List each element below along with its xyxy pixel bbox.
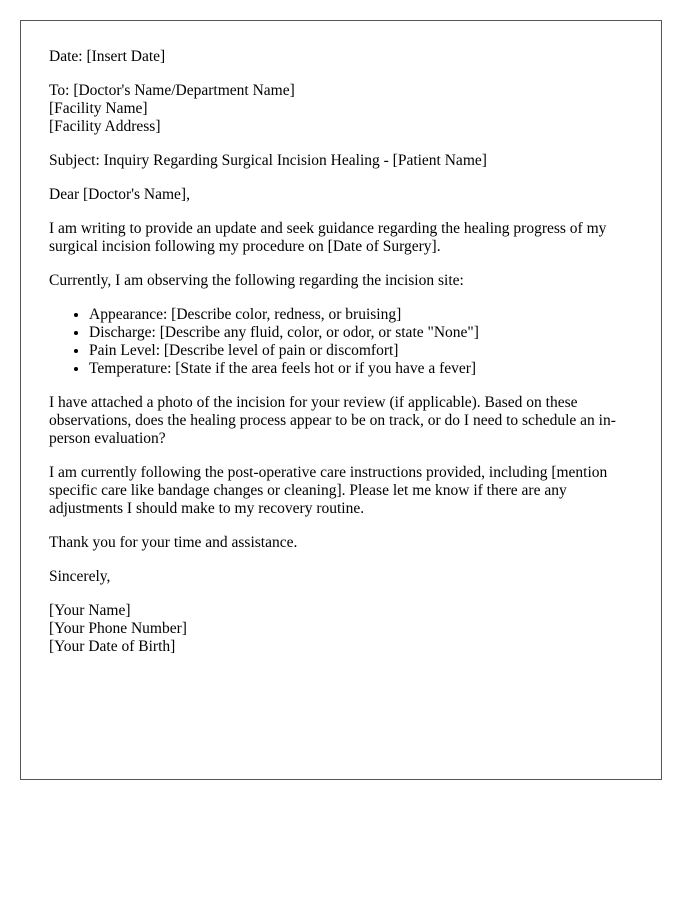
thanks-paragraph: Thank you for your time and assistance. [49, 534, 298, 551]
salutation: Dear [Doctor's Name], [49, 186, 190, 203]
date-line: Date: [Insert Date] [49, 48, 166, 65]
signature-dob: [Your Date of Birth] [49, 638, 176, 655]
list-item: • Pain Level: [Describe level of pain or discomfort] [89, 342, 633, 360]
observation-list [49, 306, 633, 378]
photo-paragraph: I have attached a photo of the incision for your review (if applicable). Based on these observations, does the healing process appear to be on track, or do I need to schedule an in-person evaluation? [49, 394, 616, 447]
intro-paragraph: I am writing to provide an update and seek guidance regarding the healing progress of my surgical incision following my procedure on [Date of Surgery]. [49, 220, 607, 255]
letter [20, 20, 662, 780]
facility-name: [Facility Name] [49, 100, 148, 117]
care-paragraph: I am currently following the post-operative care instructions provided, including [mention specific care like bandage changes or cleaning]. Please let me know if there are any adjustments I should make to my recovery routine. [49, 464, 608, 517]
subject-line: Subject: Inquiry Regarding Surgical Incision Healing - [Patient Name] [49, 152, 487, 169]
signature-block [49, 602, 633, 656]
facility-address: [Facility Address] [49, 118, 161, 135]
recipient-block [49, 82, 633, 136]
list-item: • Temperature: [State if the area feels hot or if you have a fever] [89, 360, 633, 378]
observing-paragraph: Currently, I am observing the following regarding the incision site: [49, 272, 464, 289]
signature-phone: [Your Phone Number] [49, 620, 187, 637]
list-item: • Appearance: [Describe color, redness, or bruising] [89, 306, 633, 324]
recipient-to: To: [Doctor's Name/Department Name] [49, 82, 295, 99]
closing: Sincerely, [49, 568, 111, 585]
list-item: • Discharge: [Describe any fluid, color, or odor, or state "None"] [89, 324, 633, 342]
signature-name: [Your Name] [49, 602, 131, 619]
